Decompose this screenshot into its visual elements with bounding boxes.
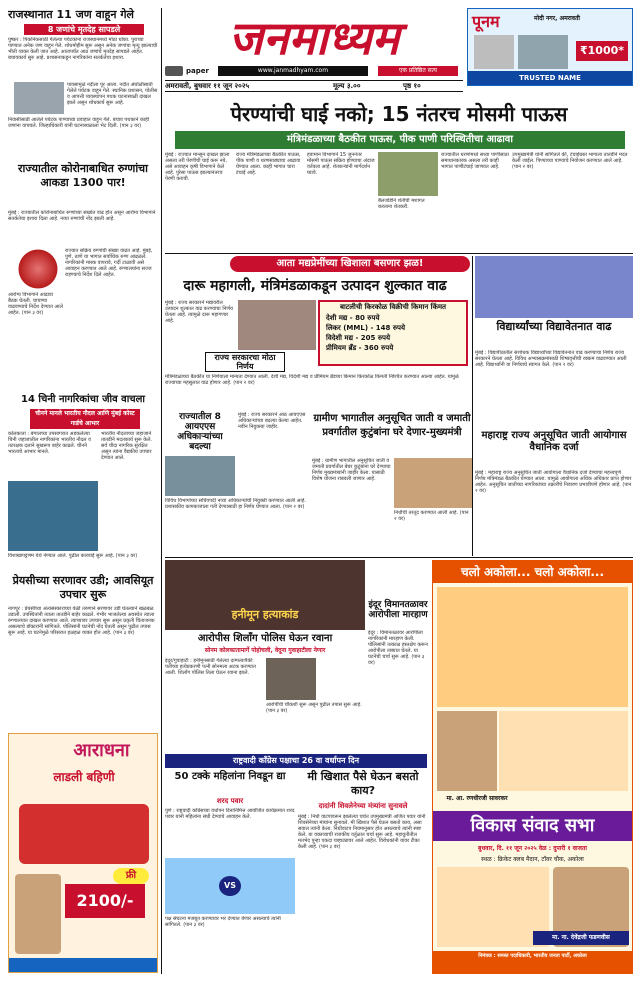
cm-photo xyxy=(394,458,472,508)
leaders-grid xyxy=(437,587,628,707)
ship-photo xyxy=(8,481,98,551)
honeymoon-sub: सोनम कोलकातामार्गे पोहोचली, वेदूना गुवाहाटीला नेणार xyxy=(204,647,326,654)
body-text: निवासीसाठी आलेले पर्यटक पाण्याच्या प्रवाहात वाहून गेले. बचाव पथकाने काही जणांना वाचवले. जिल्हाधिकारी यांनी घटनास्थळाला भेट दिली. (पान ३ वर) xyxy=(8,117,150,129)
scooter-image xyxy=(19,804,149,864)
cm-name: मा. ना. देवेंद्रजी फडणवीस xyxy=(533,931,629,945)
epaper-label: paper xyxy=(186,67,209,75)
ias-photo xyxy=(165,456,235,496)
story-headline: राजस्थानात 11 जण वाहून गेले xyxy=(8,8,134,21)
rural-headline: ग्रामीण भागातील अनुसूचित जाती व जमाती प्रवर्गातील कुटुंबांना घरे देणार-मुख्यमंत्री xyxy=(313,413,471,438)
liquor-headline: दारू महागली, मंत्रिमंडळाकडून उत्पादन शुल्कात वाढ xyxy=(183,278,447,294)
body-text: मुंबई : ग्रामीण भागातील अनुसूचित जाती व जमाती प्रवर्गातील बेघर कुटुंबांना घरे देण्याचा निर्णय मुख्यमंत्र्यांनी जाहीर केला. यासाठी विशेष योजना राबवली जाणार आहे. xyxy=(312,458,391,482)
section-divider xyxy=(165,557,633,558)
body-text: मुंबई : राज्य सरकारने मद्यावरील उत्पादन शुल्कात वाढ करण्याचा निर्णय घेतला आहे. त्यामुळे दारू महागणार आहे. xyxy=(165,300,233,324)
tv-image xyxy=(474,35,514,69)
price-item: देशी मद्य - 80 रुपये xyxy=(326,314,380,322)
body-text: मुंबई : महाराष्ट्र राज्य अनुसूचित जाती आयोगाला वैधानिक दर्जा देण्याचा महत्त्वपूर्ण निर्णय मंत्रिमंडळ बैठकीत घेण्यात आला. यामुळे आयोगाला अधिक अधिकार प्राप्त होणार आहेत. अनुसूचित जातीच्या नागरिकांच्या तक्रारींचे निवारण प्रभावीपणे होणार आहे. (पान २ वर) xyxy=(475,470,632,494)
section-divider xyxy=(165,253,633,254)
body-text: विशाखापट्टणम येथे नेण्यात आले. पुढील कारवाई सुरू आहे. (पान ३ वर) xyxy=(8,553,138,559)
dateline-pages: पृष्ठ १० xyxy=(403,82,421,90)
flood-photo xyxy=(14,82,64,114)
story-headline: प्रेयसीच्या सरणावर उडी; आवसियूत उपचार सुरू xyxy=(12,574,154,601)
price-item: प्रीमियम ब्रँड - 360 रुपये xyxy=(326,344,394,352)
body-text: उपमुख्यमंत्री यांनी सांगितले की, टंचाईग्रस्त भागाला तातडीने मदत केली जाईल. पिण्याच्या पाण्याचे नियोजन करण्यात आले आहे. (पान २ वर) xyxy=(512,152,628,170)
liquor-banner: आता मद्यप्रेमींच्या खिशाला बसणार झळ! xyxy=(230,256,470,272)
body-text: मुंबई : राज्य सरकारने आठ आयएएस अधिकाऱ्यांच्या बदल्या केल्या आहेत. नवीन नियुक्त्या जाहीर. xyxy=(238,412,306,430)
body-text: मुंबई : निधी वाटपावरून झालेल्या चर्चेत उपमुख्यमंत्री अजित पवार यांनी शिवसेनेच्या मंत्र्यांना सुनावले. मी खिशात पैसे घेऊन बसतो काय, असा सवाल त्यांनी केला. निधीवाटप नियमानुसार होत असल्याचे त्यांनी स्पष्ट केले. या वक्तव्याची राजकीय वर्तुळात चर्चा सुरू आहे. महायुतीतील मतभेद पुन्हा एकदा चव्हाट्यावर आले आहेत. विरोधकांनी यावर टीका केली आहे. (पान ३ वर) xyxy=(298,814,426,850)
ias-headline: राज्यातील 8 आयएएस अधिकाऱ्यांच्या बदल्या xyxy=(177,412,223,452)
ad-offer: 2100/- xyxy=(65,884,145,918)
rally-banner: चलो अकोला... चलो अकोला... xyxy=(433,561,632,583)
virus-icon xyxy=(14,248,62,290)
money-sub: दादांनी शिवलेनेच्या मंत्र्यांना सुनावले xyxy=(318,802,408,810)
body-text: राज्यात सक्रिय रुग्णांची संख्या वाढत आहे. मुंबई, पुणे, ठाणे या भागात सर्वाधिक रुग्ण आढळले. नागरिकांनी मास्क वापरावे, गर्दी टाळावी असे आवाहन करण्यात आले आहे. रुग्णालयांना सज्ज राहण्याचे निर्देश दिले आहेत. xyxy=(65,248,153,278)
masthead-logo[interactable] xyxy=(165,8,463,68)
body-text: राज्य मंत्रिमंडळाच्या बैठकीत पाऊस, पीक पाणी व धरणसाठ्याचा आढावा घेण्यात आला. काही भागात चारा टंचाई आहे. xyxy=(236,152,301,176)
ad-footer: TRUSTED NAME xyxy=(468,71,632,85)
masthead-title: जनमाध्यम xyxy=(228,11,400,65)
ad-brand: आराधना xyxy=(73,740,130,761)
honeymoon-headline: आरोपीस शिलॉंग पोलिस घेऊन रवाना xyxy=(197,633,333,644)
body-text: नागपूर : प्रेयसीच्या अंत्यसंस्काराच्या वेळी तरुणाने सरणावर उडी घेतल्याने खळबळ उडाली. उपस्थितांनी त्याला तातडीने बाहेर काढले. गंभीर भाजलेल्या अवस्थेत त्याला रुग्णालयात दाखल करण्यात आले. त्याच्यावर उपचार सुरू असून प्रकृती चिंताजनक असल्याचे डॉक्टरांनी सांगितले. पोलिसांनी घटनेची नोंद घेतली असून पुढील तपास सुरू आहे. या घटनेमुळे परिसरात हळहळ व्यक्त होत आहे. (पान ३ वर) xyxy=(8,606,155,636)
left-top-story xyxy=(8,8,158,35)
body-text: पुणे : राष्ट्रवादी काँग्रेसच्या वर्धापन दिनानिमित्त आयोजित कार्यक्रमात शरद पवार यांनी महिलांना संधी देण्याचे आवाहन केले. xyxy=(165,808,295,820)
body-text: पक्ष संघटना मजबूत करण्यावर भर देण्यात येणार असल्याचे त्यांनी सांगितले. (पान ३ वर) xyxy=(165,916,281,928)
dateline xyxy=(165,80,463,92)
body-text: निधीची तरतूद करण्यात आली आहे. (पान २ वर) xyxy=(394,510,469,522)
sabha-title: विकास संवाद सभा xyxy=(433,811,632,841)
rally-footer: निमंत्रक : समस्त पदाधिकारी, भारतीय जनता पार्टी, अकोला xyxy=(433,951,632,973)
sc-headline: महाराष्ट्र राज्य अनुसूचित जाती आयोगास वैधानिक दर्जा xyxy=(481,430,627,453)
liquor-photo xyxy=(238,300,316,350)
price-box-title: बाटलीची किरकोळ विक्रीची किमान किंमत xyxy=(339,303,447,311)
ad-tagline: लाडली बहिणी xyxy=(53,770,115,784)
body-text: बैलजोडीने शेतीची मशागत करताना शेतकरी. xyxy=(378,198,425,210)
pawar-photos xyxy=(165,858,295,914)
guest-photo xyxy=(437,711,497,791)
univ-headline: विद्यार्थ्यांच्या विद्यावेतनात वाढ xyxy=(496,320,612,333)
dateline-price: मूल्य ३.०० xyxy=(333,82,361,90)
ad-brand: पूनम xyxy=(472,12,500,31)
fridge-image xyxy=(518,35,568,69)
body-text: आरोग्य विभागाने आढावा बैठक घेतली. चाचण्या वाढवण्याचे निर्देश देण्यात आले आहेत. (पान ३ वर) xyxy=(8,292,63,316)
main-headline: पेरण्यांची घाई नको; 15 नंतरच मोसमी पाऊस xyxy=(230,102,568,126)
body-text: आरोपींची चौकशी सुरू असून पुढील तपास सुरू आहे. (पान ३ वर) xyxy=(266,702,362,714)
story-subhead: 8 जणांचे मृतदेह सापडले xyxy=(24,24,144,35)
masthead-tagline: एक प्रतिष्ठित सत्य xyxy=(378,66,458,76)
body-text: कोलकाता : बंगालच्या उपसागरात अडकलेल्या चिनी जहाजातील नागरिकांना भारतीय नौदल व तटरक्षक दलाने सुखरूप बाहेर काढले. चीनने भारताचे आभार मानले. xyxy=(8,431,91,455)
dateline-city: अमरावती, बुधवार ११ जून २०२५ xyxy=(165,82,250,90)
body-text: मुंबई : राज्यातील कोरोनाबाधित रुग्णांच्या संख्येत वाढ होत असून आरोग्य विभागाने सतर्कतेचा इशारा दिला आहे. नव्या रुग्णांची नोंद झाली आहे. xyxy=(8,210,156,222)
money-headline: मी खिशात पैसे घेऊन बसतो काय? xyxy=(307,770,419,797)
honeymoon-photos xyxy=(165,560,365,630)
leaders-photo xyxy=(475,256,633,318)
story-headline: 14 चिनी नागरिकांचा जीव वाचला xyxy=(20,394,146,405)
ncp-bar: राष्ट्रवादी काँग्रेस पक्षाचा 26 वा वर्धापन दिन xyxy=(165,754,427,768)
body-text: इंदूर/गुवाहाटी : हनीमूनसाठी गेलेल्या दाम्पत्यापैकी पतीच्या हत्येप्रकरणी पत्नी सोनमला अटक करण्यात आली. शिलॉंग पोलिस तिला घेऊन रवाना झाले. xyxy=(165,658,256,676)
website-url[interactable]: www.janmadhyam.com xyxy=(218,66,368,76)
ad-footer-bar xyxy=(9,958,157,972)
epaper-icon xyxy=(165,66,183,76)
aaradhana-ad[interactable] xyxy=(8,733,158,973)
body-text: मंत्रिमंडळाच्या बैठकीत या निर्णयाला मान्यता देण्यात आली. देशी मद्य, विदेशी मद्य व प्रीमियम ब्रँडच्या किमान किरकोळ किमती निश्चित करण्यात आल्या आहेत. यामुळे राज्याच्या महसुलात वाढ होणार आहे. (पान २ वर) xyxy=(165,374,459,386)
body-text: पुष्कर : पिकनिकसाठी गेलेल्या पर्यटकांना राजस्थानमध्ये मोठा धोका. पुराच्या पाण्यात अनेक जण वाहून गेले. शोधमोहीम सुरू असून अनेक जणांचा मृत्यू झाल्याची भीती व्यक्त केली जात आहे. आतापर्यंत आठ जणांचे मृतदेह सापडले आहेत. बचावकार्य सुरु आहे. प्रशासनाकडून नागरिकांना सतर्कतेचा इशारा. xyxy=(8,37,158,61)
model-photo xyxy=(15,874,61,954)
accused-photo xyxy=(266,658,316,700)
farm-photo xyxy=(378,152,438,196)
rally-ad[interactable] xyxy=(432,560,633,974)
story-subhead: चीनने मानले भारतीय नौदल आणि मुंबई कोस्ट गार्डचे आभार xyxy=(30,409,140,429)
column-divider xyxy=(472,256,473,556)
tax-box: राज्य सरकारचा मोठा निर्णय xyxy=(205,352,285,372)
corona-story xyxy=(8,162,158,208)
ad-offer: ₹1000* xyxy=(576,41,628,61)
column-divider xyxy=(161,8,162,974)
body-text: भारतीय नौदलाच्या जहाजाने तातडीने मदतकार्य सुरू केले. सर्व चौदा नागरिक सुरक्षित असून त्यांना वैद्यकीय उपचार देण्यात आले. xyxy=(101,431,153,461)
ad-offer-note: फ्री xyxy=(113,868,149,884)
body-text: मुंबई : राज्यात मान्सून दाखल झाला असला तरी पेरणीची घाई करू नये, असे आवाहन कृषी विभागाने केले आहे. पुरेसा पाऊस झाल्यानंतरच पेरणी करावी. xyxy=(165,152,230,182)
story-headline: राज्यातील कोरोनाबाधित रुग्णांचा आकडा 1300 पार! xyxy=(17,162,149,189)
women-headline: 50 टक्के महिलांना निवडून द्या xyxy=(174,771,286,782)
indore-headline: इंदूर विमानतळावर आरोपीला मारहाण xyxy=(368,600,428,620)
price-item: विदेशी मद्य - 205 रुपये xyxy=(326,334,391,342)
guest-name: मा. आ. रणधीरजी सावरकर xyxy=(446,795,508,802)
leaders-row xyxy=(499,711,628,791)
honeymoon-caption: हनीमून हत्याकांड xyxy=(231,608,299,621)
vs-icon: VS xyxy=(219,876,241,896)
body-text: राज्यातील धरणांमध्ये सध्या पाणीसाठा समाधानकारक असला तरी काही भागात पाणीटंचाई जाणवत आहे. xyxy=(441,152,509,170)
body-text: हवामान विभागाने 15 जूननंतर मोसमी पाऊस सक्रिय होण्याचा अंदाज वर्तवला आहे. शेतकऱ्यांनी मार्गदर्शन घ्यावे. xyxy=(307,152,375,176)
china-story xyxy=(8,393,158,409)
lover-story xyxy=(8,574,158,604)
body-text: विविध विभागांच्या सचिवपदी नव्या अधिकाऱ्यांची नियुक्ती करण्यात आली आहे. प्रशासकीय कामकाजाला गती देण्यासाठी हा निर्णय घेण्यात आला. (पान २ वर) xyxy=(165,498,306,510)
price-item: लिकर (MML) - 148 रुपये xyxy=(326,324,406,332)
sabha-date: बुधवार, दि. ११ जून २०२५ वेळ : दुपारी १ वाजता xyxy=(478,845,587,852)
sabha-venue: स्थळ : क्रिकेट क्लब मैदान, टॉवर चौक, अकोला xyxy=(481,856,584,863)
price-box xyxy=(318,300,468,366)
body-text: इंदूर : विमानतळावर आरोपीला नागरिकांनी मारहाण केली. पोलिसांनी तत्काळ हस्तक्षेप करून आरोपीला ताब्यात घेतले. या घटनेची चर्चा सुरू आहे. (पान ३ वर) xyxy=(368,630,428,666)
poonam-ad[interactable] xyxy=(467,8,633,86)
main-subbar: मंत्रिमंडळाच्या बैठकीत पाऊस, पीक पाणी परिस्थितीचा आढावा xyxy=(175,131,625,149)
women-byline: शरद पवार xyxy=(216,797,244,805)
body-text: पावसामुळे नदीला पूर आला. नदीत अंघोळीसाठी गेलेले पर्यटक वाहून गेले. स्थानिक प्रशासन, पोलीस व आपत्ती व्यवस्थापन पथक घटनास्थळी दाखल झाले असून शोधकार्य सुरू आहे. xyxy=(67,82,158,106)
body-text: मुंबई : विद्यापीठातील संशोधक विद्यार्थ्यांच्या विद्यावेतनात वाढ करण्याचा निर्णय राज्य सरकारने घेतला आहे. विविध अभ्यासक्रमांसाठी शिष्यवृत्तीची रक्कम वाढवण्यात आली आहे. विद्यार्थ्यांनी या निर्णयाचे स्वागत केले. (पान २ वर) xyxy=(475,350,627,368)
ad-subtitle: मोदी नगर, अमरावती xyxy=(534,15,580,22)
